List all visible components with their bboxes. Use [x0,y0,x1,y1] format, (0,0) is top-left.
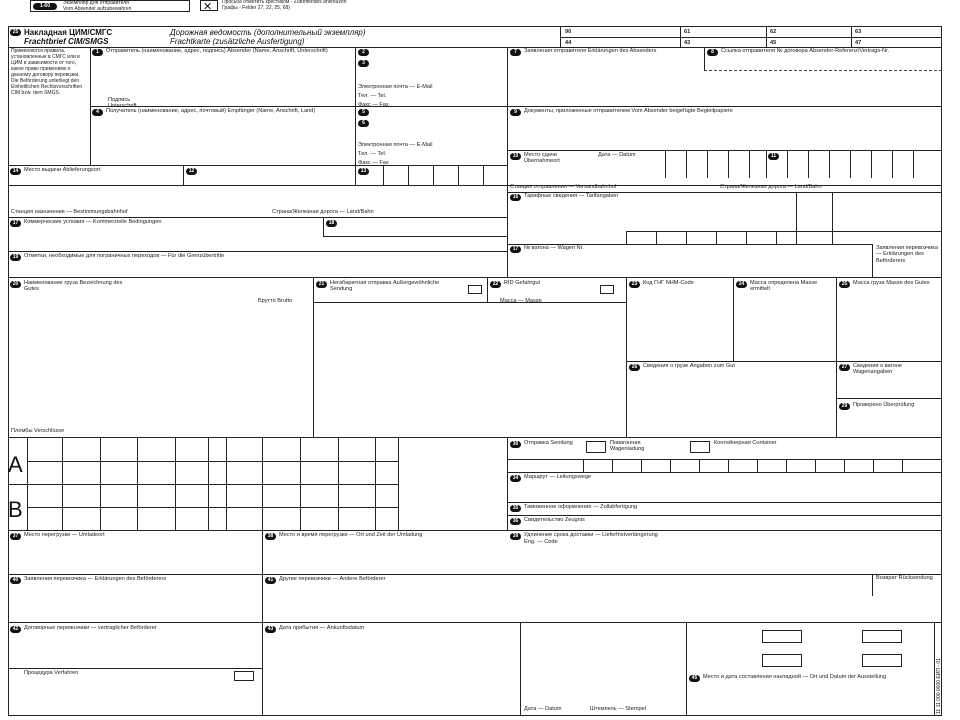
field-number-badge: 14 [10,168,21,175]
divider [183,165,184,185]
carrier-a-label: A [8,452,23,477]
divider [665,150,666,178]
field-number-badge: 17 [10,220,21,227]
subtitle-de: Frachtkarte (zusätzliche Ausfertigung) [170,37,305,46]
side-code-label: 11 11 000 0000 ЕИП - 01 [936,658,942,714]
transshipment-time-label: Место и время перегрузки — Ort und Zeit der Umladung [279,532,423,538]
divider [137,437,138,530]
code-divider [560,26,561,47]
field-number-badge: 25 [839,281,850,288]
divider [8,622,942,623]
divider [832,192,833,244]
divider [766,150,767,178]
divider [408,165,409,185]
email-label: Электронная почта — E-Mail [358,84,433,90]
divider [626,277,627,437]
carrier-b-label: B [8,497,23,522]
divider [716,231,717,244]
procedure-label: Процедура Verfahren [24,670,79,676]
field-number-badge: 4 [92,109,103,116]
wagonload-checkbox[interactable] [586,441,606,453]
divider [8,484,398,485]
divider [226,437,227,530]
takeover-place-label: Место сдачи Übernahmeort [524,152,560,165]
divider [507,502,942,503]
divider [375,437,376,530]
wagonload-label: Повагонная Wagenladung [610,440,645,453]
divider [433,165,434,185]
small-box [762,630,802,643]
field-number-badge: 43 [265,626,276,633]
divider [707,150,708,178]
divider [8,251,507,252]
field-number-badge: 25 [10,29,21,36]
field-number-badge: 19 [10,254,21,261]
cross-icon: ✕ [203,1,213,13]
divider [796,192,797,244]
wagon-info-label: Сведения о вагоне Wagenangaben [853,363,903,376]
code-label: 43 [684,40,691,46]
brutto-label: Брутто Brutto [258,298,293,304]
tel-label: Тел. — Tel. [358,93,387,99]
divider [641,459,642,472]
divider [699,459,700,472]
divider [8,574,942,575]
route-label: Маршрут — Leitungswege [524,474,592,480]
cross-check-box[interactable] [200,0,218,11]
issue-place-date-label: Место и дата составления накладной — Ort und Datum der Ausstellung [703,674,887,680]
field-number-badge: 3 [358,60,369,67]
divider [757,459,758,472]
delivery-place-label: Место выдачи Ablieferungsort [24,167,101,173]
divider [844,459,845,472]
divider [355,165,356,185]
field-number-badge: 11 [768,153,779,160]
field-number-badge: 22 [490,281,501,288]
code-divider [766,26,767,47]
field-number-badge: 16 [510,194,521,201]
field-number-badge: 10 [510,153,521,160]
divider [902,459,903,472]
wagon-number-label: № вагона — Wagen Nr. [524,245,584,251]
field-number-badge: 40 [10,577,21,584]
code-label: 44 [565,40,572,46]
divider [686,622,687,716]
divider [300,437,301,530]
divider [62,437,63,530]
arrival-date-label: Дата прибытия — Ankunftsdatum [279,625,365,631]
sender-signature-label: Подпись Unterschrift [108,97,137,110]
tel-label: Тел. — Tel. [358,151,387,157]
fax-label: Факс — Fax [358,102,389,108]
code-divider [560,37,942,38]
nhm-code-label: Код ГНГ NHM-Code [643,280,694,286]
divider [262,530,263,716]
container-checkbox[interactable] [690,441,710,453]
divider [27,461,398,462]
mass-determined-label: Масса определена Masse ermittelt [750,280,818,293]
shipment-label: Отправка Sendung [524,440,573,446]
title-ru: Накладная ЦИМ/СМГС [24,28,113,37]
country-rail-label: Страна/Железная дорога — Land/Bahn [272,209,374,215]
divider [8,530,942,531]
divider [728,150,729,178]
field-number-badge: 13 [358,168,369,175]
small-box [862,630,902,643]
divider [27,437,28,530]
subtitle-ru: Дорожная ведомость (дополнительный экземпляр) [170,28,366,37]
code-label: 90 [565,29,572,35]
other-carriers-label: Другие перевозчики — Andere Beförderer [279,576,386,582]
customs-label: Таможенное оформление — Zollabfertigung [524,504,638,510]
divider [808,150,809,178]
check-instruction-label: Просьба отметить крестиком - Zutreffendes ankreuzen Графы - Felder 27, 22, 25, 68) [222,0,347,11]
field-number-badge: 7 [510,49,521,56]
rid-checkbox[interactable] [600,285,614,294]
divider [776,231,777,244]
copy-label-box [30,0,190,12]
divider [8,277,942,278]
field-number-badge: 37 [10,533,21,540]
title-de: Frachtbrief CIM/SMGS [24,37,109,46]
field-number-badge: 24 [736,281,747,288]
out-of-gauge-checkbox[interactable] [468,285,482,294]
contract-carrier-label: Договорные перевозчики — vertraglicher Beförderer [24,625,157,631]
code-label: 61 [684,29,691,35]
sender-label: Отправитель (наименование, адрес, подпись) Absender (Name, Anschrift, Unterschrift) [106,48,328,54]
field-number-badge: 27 [839,364,850,371]
country-rail-label: Страна/Железная дорога — Land/Bahn [720,184,822,190]
divider [626,361,942,362]
code-divider [680,26,681,47]
field-number-badge: 6 [358,120,369,127]
divider [398,437,399,530]
divider [787,150,788,178]
divider [746,231,747,244]
divider [458,165,459,185]
commercial-conditions-subbox [323,217,507,237]
divider [686,231,687,244]
form-frame [8,26,942,716]
email-label: Электронная почта — E-Mail [358,142,433,148]
divider [873,459,874,472]
field-number-badge: 45 [689,675,700,682]
divider [612,459,613,472]
divider [507,459,942,460]
divider [208,437,209,530]
date-label: Дата — Datum [598,152,636,158]
divider [583,459,584,472]
divider [338,437,339,530]
small-box [862,654,902,667]
divider [836,277,837,437]
divider [520,622,521,716]
divider [836,398,942,399]
divider [8,437,942,438]
consignee-label: Получатель (наименование, адрес, почтовый) Empfänger (Name, Anschrift, Land) [106,108,316,114]
field-number-badge: 5 [358,109,369,116]
field-number-badge: 23 [629,281,640,288]
field-number-badge: 1 [92,49,103,56]
field-number-badge: 29 [839,403,850,410]
divider [626,231,627,244]
divider [872,574,873,596]
container-label: Контейнерная Container [714,440,777,446]
carrier-statement-label: Заявления перевозчика — Erklärungen des Beförderers [876,245,938,264]
copy-label: Экземпляр для отправителя Vorn Absender aufzubewahren [63,0,132,12]
divider [383,165,384,185]
left-note: Применяются правила, установленные в СМГС или в ЦИМ в зависимости от того, какое право применимо к данному договору перевозки. Die Beförderung unterliegt den Einheitlichen Rechtsvorschriften CIM bzw. dem SMGS. [11,48,83,96]
procedure-checkbox[interactable] [234,671,254,681]
mass-label: Масса — Masse [500,298,542,304]
out-of-gauge-label: Негабаритная отправка Außergewöhnliche Sendung [330,280,440,293]
transshipment-place-label: Место перегрузки — Umladeort [24,532,105,538]
divider [733,277,734,361]
field-number-badge: 18 [326,220,337,227]
code-label: 45 [770,40,777,46]
field-number-badge: 20 [10,281,21,288]
documents-label: Документы, приложенные отправителем Vom Absender beigefügte Begleitpapiere [524,108,733,114]
code-label: 62 [770,29,777,35]
goods-description-label: Наименование груза Bezeichnung des Gutes [24,280,123,293]
divider [483,165,484,185]
rid-label: RID Gefahrgut [504,280,541,286]
destination-station-label: Станция назначения — Bestimmungsbahnhof [11,209,128,215]
divider [815,459,816,472]
carrier-declarations-label: Заявления перевозчика — Erklärungen des Beförderers [24,576,167,582]
field-number-badge: 41 [265,577,276,584]
field-number-badge: 8 [707,49,718,56]
divider [507,472,942,473]
divider [913,150,914,178]
code-label-small: Eng. — Code [524,539,558,545]
divider [100,437,101,530]
code-label: 63 [855,29,862,35]
certificate-label: Свидетельство Zeugnis [524,517,585,523]
divider [507,47,508,277]
date-label: Дата — Datum [524,706,562,712]
checked-label: Проверено Überprüfung [853,402,915,408]
divider [892,150,893,178]
return-label: Возврат Rücksendung [876,575,933,581]
divider [871,150,872,178]
goods-mass-label: Масса груза Masse des Gutes [853,280,930,286]
tariff-label: Тарифные сведения — Tarifangaben [524,193,619,199]
divider [626,231,942,232]
divider [27,507,398,508]
field-number-badge: 38 [265,533,276,540]
delivery-extension-label: Удлинение срока доставки — Lieferfristverlängerung [524,532,658,538]
dispatch-station-label: Станция отправления — Versandbahnhof [510,184,617,190]
divider [507,437,508,530]
divider [8,668,262,669]
field-number-badge: 39 [510,533,521,540]
divider [313,302,626,303]
field-number-badge: 42 [10,626,21,633]
code-divider [851,26,852,47]
divider [670,459,671,472]
side-strip-divider [934,622,935,716]
divider [487,277,488,302]
divider [749,150,750,178]
field-number-badge: 21 [316,281,327,288]
sender-reference-label: Ссылка отправителя № договора Absender-Referenz/Vertrags-Nr. [721,48,890,54]
divider [507,150,942,151]
divider [872,244,873,277]
field-number-badge: 2 [358,49,369,56]
divider [507,106,942,107]
field-number-badge: 30 [510,441,521,448]
seals-label: Пломбы Verschlüsse [11,428,65,434]
divider [850,150,851,178]
field-number-badge: 9 [510,109,521,116]
divider [656,231,657,244]
divider [313,277,314,437]
commercial-conditions-label: Коммерческие условия — Kommerzielle Bedingungen [24,219,162,225]
small-box [762,654,802,667]
divider [262,437,263,530]
field-number-badge: 36 [510,518,521,525]
divider [728,459,729,472]
field-number-badge: 17 [510,246,521,253]
sender-declarations-label: Заявления отправителя Erklärungen des Absenders [524,48,657,54]
divider [90,106,507,107]
stamp-label: Штемпель — Stempel [590,706,646,712]
divider [175,437,176,530]
divider [786,459,787,472]
field-number-badge: 26 [629,364,640,371]
divider [829,150,830,178]
code-label: 47 [855,40,862,46]
border-crossing-label: Отметки, необходимые для пограничных переходов — Für die Grenzübertritte [24,253,225,259]
field-number-badge: 34 [510,475,521,482]
fax-label: Факс — Fax [358,160,389,166]
goods-info-label: Сведения о грузе Angaben zum Gut [643,363,735,369]
copy-number-badge: 1-60 [33,3,57,10]
field-number-badge: 35 [510,505,521,512]
field-number-badge: 12 [186,168,197,175]
divider [686,150,687,178]
divider [507,515,942,516]
